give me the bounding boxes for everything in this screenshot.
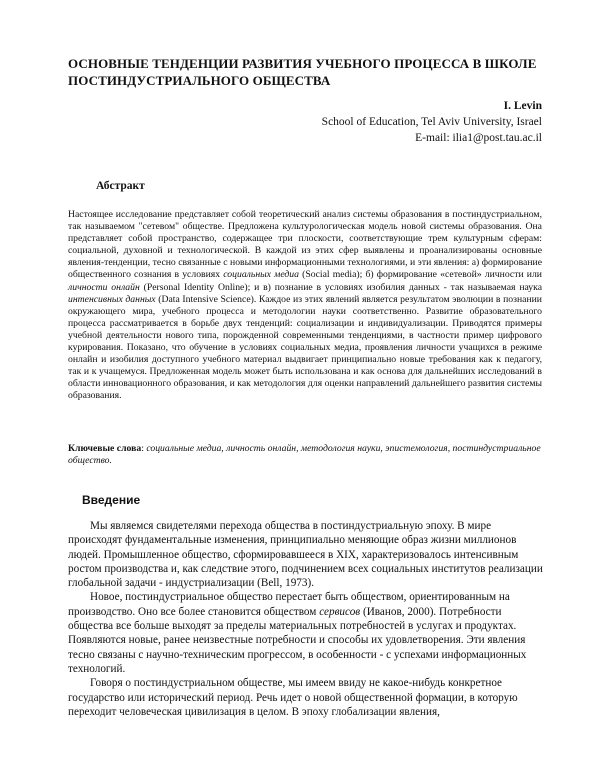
abstract-italic-term: личности онлайн <box>68 281 140 293</box>
paragraph: Мы являемся свидетелями перехода общества в постиндустриальную эпоху. В мире происходят фундаментальные изменения, принципиально меняющие образ жизни миллионов людей. Промышленное общество, сформировавшееся в XIX, характеризовалось интенсивным ростом производства и, как следствие этого, подчинением всех социальных институтов реализации глобальной задачи - индустриализации (Bell, 1973). <box>68 520 543 590</box>
italic-term: сервисов <box>319 605 361 618</box>
paragraph-part: Новое, постиндустриальное общество перестает быть обществом, ориентированным на производство. Оно все более становится обществом <box>68 591 510 618</box>
abstract-part: (Personal Identity Online); и в) познание в условиях изобилия данных - так называемая наука <box>139 281 543 293</box>
introduction-body <box>68 519 544 719</box>
author-email: E-mail: ilia1@post.tau.ac.il <box>415 132 542 144</box>
keywords <box>68 443 542 467</box>
abstract-italic-term: социальных медиа <box>223 269 299 281</box>
introduction-heading: Введение <box>82 493 141 507</box>
author-block <box>322 98 542 146</box>
author-affiliation: School of Education, Tel Aviv University, Israel <box>321 116 542 128</box>
paragraph-part: (Иванов, 2000). Потребности общества все больше выходят за пределы материальных потребностей в услугах и продуктах. Появляются новые, ранее неизвестные потребности и способы их удовлетворения. Эти явления тесно связаны с научно-техническим прогрессом, в особенности - с успехами информационных технологий. <box>68 605 527 675</box>
abstract-part: (Data Intensive Science). Каждое из этих явлений является результатом эволюции в познании окружающего мира, учебного процесса и методологии науки соответственно. Развитие образовательного процесса рассматривается в борьбе двух тенденций: социализации и индивидуализации. Приводятся примеры учебной деятельности нового типа, порожденной современными тенденциями, в частности пример цифрового курирования. Показано, что обучение в условиях социальных медиа, проявления личности учащихся в режиме онлайн и изобилия доступного учебного материал выдвигает принципиально новые требования как к педагогу, так и к учащемуся. Предложенная модель может быть использована и как основа для дальнейших исследований в области инновационного образования, и как методология для оценки направлений дальнейшего развития системы образования. <box>68 293 542 402</box>
paragraph <box>68 590 544 676</box>
keywords-separator: : <box>141 443 147 454</box>
paper-title: ОСНОВНЫЕ ТЕНДЕНЦИИ РАЗВИТИЯ УЧЕБНОГО ПРОЦЕССА В ШКОЛЕ ПОСТИНДУСТРИАЛЬНОГО ОБЩЕСТВА <box>68 56 537 88</box>
abstract-part: Настоящее исследование представляет собой теоретический анализ системы образования в постиндустриальном, так называемом "сетевом" обществе. Предложена культурологическая модель новой системы образования. Она представляет собой пространство, содержащее три плоскости, соответствующие трем культурным сферам: социальной, духовной и технологической. В каждой из этих сфер выявлены и проанализированы основные явления-тенденции, тесно связанные с новыми информационными технологиями, и эти явления: а) формирование общественного сознания в условиях <box>68 209 542 281</box>
abstract-heading: Абстракт <box>96 180 145 192</box>
keywords-text: социальные медиа, личность онлайн, методология науки, эпистемология, постиндустриальное общество. <box>68 443 541 467</box>
keywords-label: Ключевые слова <box>68 443 142 454</box>
paragraph: Говоря о постиндустриальном обществе, мы имеем ввиду не какое-нибудь конкретное государство или исторический период. Речь идет о новой общественной формации, в которую переходит человеческая цивилизация в целом. В эпоху глобализации явления, <box>68 677 518 718</box>
abstract-text <box>68 209 542 403</box>
author-name: I. Levin <box>503 100 542 112</box>
abstract-italic-term: интенсивных данных <box>68 293 156 305</box>
abstract-part: (Social media); б) формирование «сетевой» личности или <box>298 269 542 281</box>
